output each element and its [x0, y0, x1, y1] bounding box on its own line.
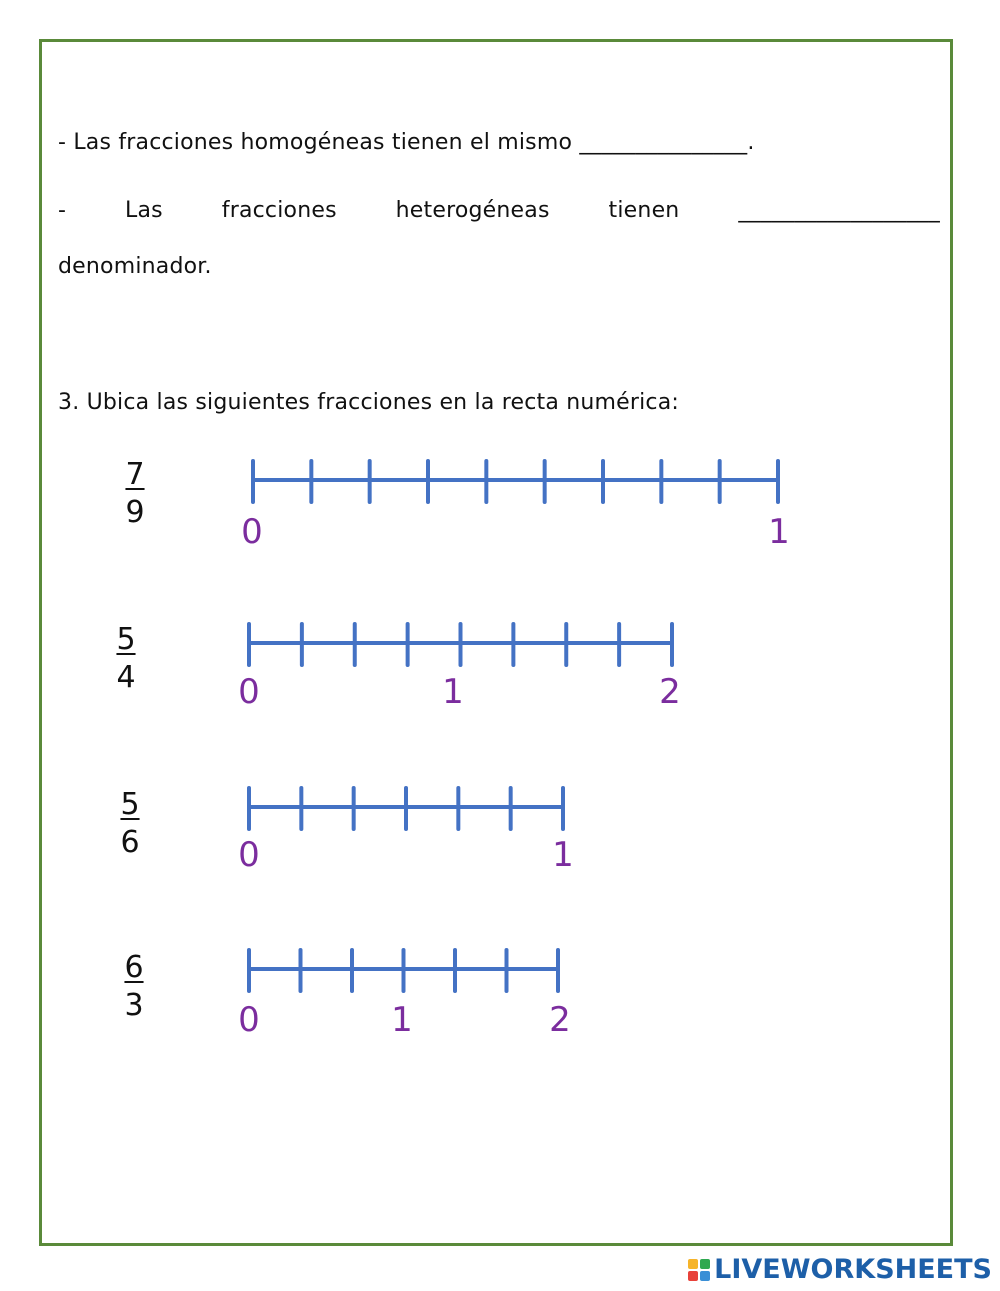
number-line-label: 2	[659, 672, 681, 712]
number-line-label: 0	[238, 1000, 260, 1040]
statement-word: Las	[125, 198, 163, 223]
statement-word: tienen	[608, 198, 680, 223]
number-line-label: 0	[238, 672, 260, 712]
number-line-label: 2	[549, 1000, 571, 1040]
numerator: 5	[120, 787, 140, 822]
number-line-label: 0	[241, 512, 263, 552]
statement-heterogeneous-continuation: denominador.	[58, 254, 212, 279]
number-line[interactable]	[238, 624, 681, 712]
logo-text: LIVEWORKSHEETS	[714, 1254, 992, 1285]
question-3: 3. Ubica las siguientes fracciones en la recta numérica:	[58, 390, 679, 415]
numerator: 7	[125, 457, 145, 492]
number-line[interactable]	[241, 461, 790, 552]
statement-word: heterogéneas	[395, 198, 550, 223]
number-line-label: 1	[552, 835, 574, 875]
numerator: 6	[124, 950, 144, 985]
denominator: 6	[120, 825, 140, 860]
number-line[interactable]	[238, 788, 574, 875]
denominator: 3	[124, 988, 144, 1023]
number-line[interactable]	[238, 950, 571, 1040]
number-line-label: 0	[238, 835, 260, 875]
number-line-label: 1	[768, 512, 790, 552]
denominator: 4	[116, 660, 136, 695]
statement-word: fracciones	[221, 198, 337, 223]
number-line-label: 1	[442, 672, 464, 712]
statement-homogeneous: - Las fracciones homogéneas tienen el mismo _______________.	[58, 130, 755, 155]
numerator: 5	[116, 622, 136, 657]
answer-blank[interactable]: __________________	[738, 198, 940, 223]
liveworksheets-logo	[688, 1254, 992, 1285]
denominator: 9	[125, 495, 145, 530]
statement-word: -	[58, 198, 67, 223]
liveworksheets-logo-icon	[688, 1259, 710, 1281]
number-line-label: 1	[391, 1000, 413, 1040]
